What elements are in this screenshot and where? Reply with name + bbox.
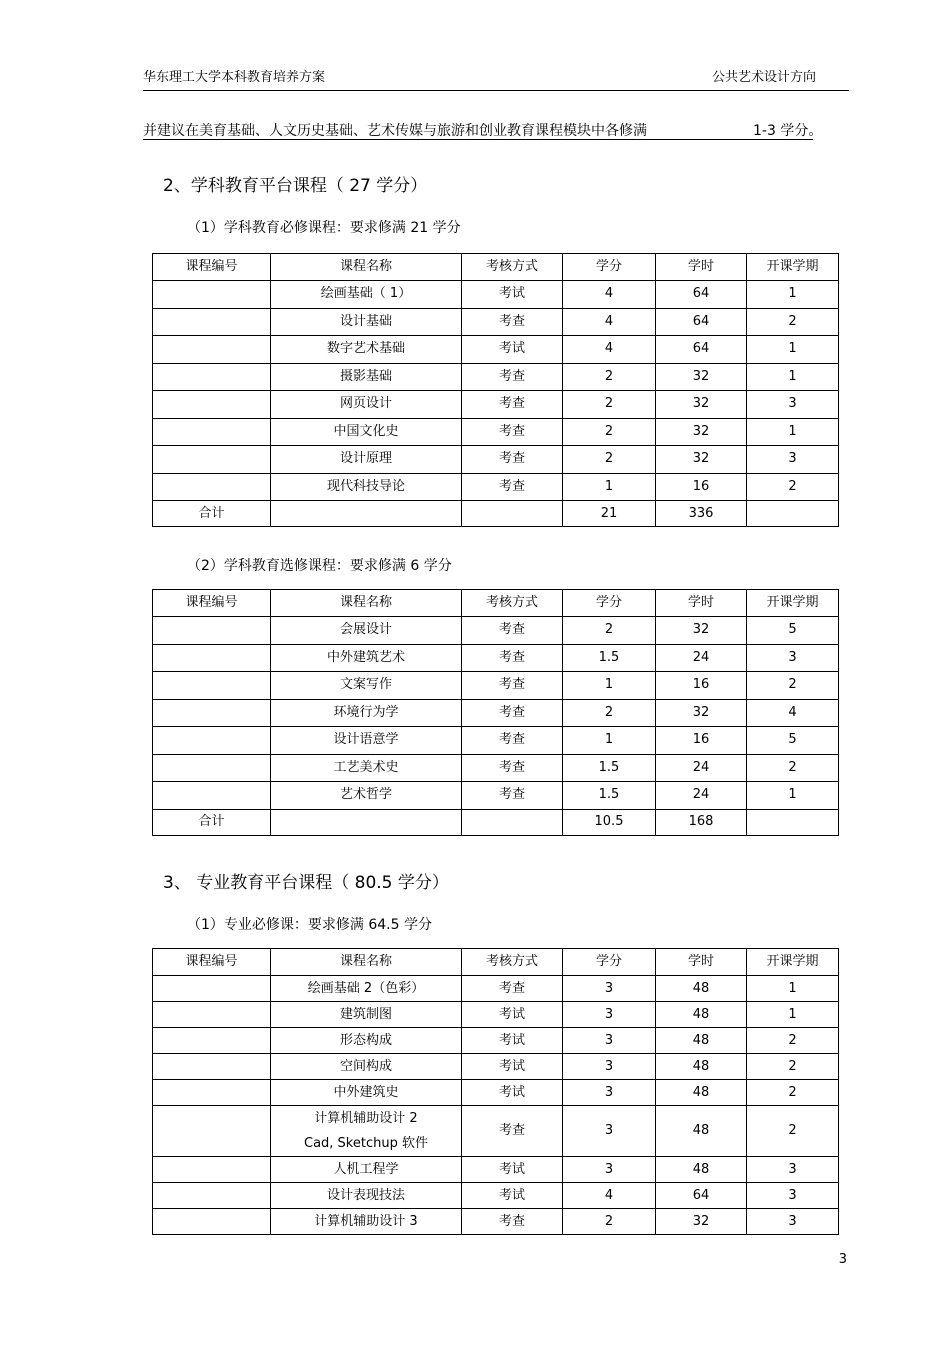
table-cell: 2	[563, 363, 656, 391]
table-cell: 10.5	[563, 809, 656, 835]
table-row	[153, 1028, 839, 1054]
table-row	[153, 976, 839, 1002]
table-cell	[271, 501, 462, 527]
table-cell: 4	[563, 1183, 656, 1209]
table-row	[153, 1002, 839, 1028]
table-cell: 绘画基础（ 1）	[271, 281, 462, 309]
table-cell: 摄影基础	[271, 363, 462, 391]
column-header: 考核方式	[462, 949, 563, 976]
table-required-courses	[152, 253, 839, 527]
header-rule	[143, 90, 849, 91]
table-cell	[153, 446, 271, 474]
table-cell: 24	[656, 644, 747, 672]
table-cell: 1	[563, 672, 656, 700]
table-cell	[153, 727, 271, 755]
table-cell: 数字艺术基础	[271, 336, 462, 364]
table-cell	[153, 644, 271, 672]
table-row	[153, 1106, 839, 1157]
column-header: 开课学期	[747, 590, 839, 617]
column-header: 开课学期	[747, 949, 839, 976]
table-cell: 2	[747, 308, 839, 336]
table-cell: 2	[563, 418, 656, 446]
column-header: 课程名称	[271, 590, 462, 617]
table-cell: 网页设计	[271, 391, 462, 419]
table-cell: 考查	[462, 782, 563, 810]
table-cell: 考查	[462, 672, 563, 700]
section2-sub2-title: （2）学科教育选修课程：要求修满 6 学分	[187, 558, 452, 574]
column-header: 学时	[656, 254, 747, 281]
table-cell: 64	[656, 1183, 747, 1209]
table-row	[153, 363, 839, 391]
table-cell: 考查	[462, 446, 563, 474]
table-cell: 4	[563, 308, 656, 336]
table-row	[153, 782, 839, 810]
intro-text: 并建议在美育基础、人文历史基础、艺术传媒与旅游和创业教育课程模块中各修满	[143, 123, 647, 139]
table-cell: 会展设计	[271, 617, 462, 645]
table-cell: 168	[656, 809, 747, 835]
intro-paragraph	[143, 120, 823, 140]
table-cell: 环境行为学	[271, 699, 462, 727]
table-cell: 32	[656, 446, 747, 474]
table-cell: 考试	[462, 1157, 563, 1183]
table-cell	[153, 617, 271, 645]
table-cell: 中国文化史	[271, 418, 462, 446]
table-cell: 2	[747, 754, 839, 782]
column-header: 课程编号	[153, 590, 271, 617]
table-row	[153, 446, 839, 474]
column-header: 开课学期	[747, 254, 839, 281]
column-header: 学分	[563, 590, 656, 617]
intro-tail: 1-3 学分。	[753, 123, 823, 139]
section3-sub1-title: （1）专业必修课：要求修满 64.5 学分	[187, 917, 432, 933]
table-cell: 24	[656, 754, 747, 782]
table-cell: 64	[656, 281, 747, 309]
table-row	[153, 617, 839, 645]
table-cell: 计算机辅助设计 3	[271, 1209, 462, 1235]
table-cell: 32	[656, 617, 747, 645]
table-cell	[747, 501, 839, 527]
table-cell	[153, 363, 271, 391]
table-cell: 336	[656, 501, 747, 527]
table-cell: 考查	[462, 391, 563, 419]
table-cell: 绘画基础 2（色彩）	[271, 976, 462, 1002]
table-cell: 考查	[462, 363, 563, 391]
table-cell: 48	[656, 1080, 747, 1106]
table-cell: 4	[563, 281, 656, 309]
table-cell: 1	[747, 336, 839, 364]
table-cell: 48	[656, 1157, 747, 1183]
table-row	[153, 1054, 839, 1080]
table-cell: 3	[747, 391, 839, 419]
table-cell: 艺术哲学	[271, 782, 462, 810]
table-cell: 3	[563, 1080, 656, 1106]
table-row	[153, 1157, 839, 1183]
section2-sub1-title: （1）学科教育必修课程：要求修满 21 学分	[187, 220, 461, 236]
table-cell	[153, 1028, 271, 1054]
table-elective-courses	[152, 589, 839, 836]
column-header: 学分	[563, 949, 656, 976]
table-total-row	[153, 501, 839, 527]
table-cell: 48	[656, 1106, 747, 1157]
table-cell: 考试	[462, 1054, 563, 1080]
table-cell	[153, 672, 271, 700]
table-cell: 考查	[462, 976, 563, 1002]
column-header: 考核方式	[462, 254, 563, 281]
table-cell: 文案写作	[271, 672, 462, 700]
table-header-row	[153, 949, 839, 976]
table-cell: 考查	[462, 1106, 563, 1157]
table-cell: 3	[563, 976, 656, 1002]
column-header: 课程名称	[271, 254, 462, 281]
table-cell: 计算机辅助设计 2 Cad, Sketchup 软件	[271, 1106, 462, 1157]
table-cell: 考试	[462, 1080, 563, 1106]
table-row	[153, 391, 839, 419]
section3-title: 3、 专业教育平台课程（ 80.5 学分）	[163, 873, 449, 893]
table-cell: 4	[563, 336, 656, 364]
table-cell: 3	[747, 446, 839, 474]
header-left: 华东理工大学本科教育培养方案	[143, 70, 326, 85]
table-row	[153, 1080, 839, 1106]
table-cell: 3	[563, 1106, 656, 1157]
table-cell: 1	[747, 1002, 839, 1028]
table-cell: 1	[747, 418, 839, 446]
table-cell	[153, 308, 271, 336]
table-cell	[153, 1080, 271, 1106]
table-cell: 考查	[462, 699, 563, 727]
table-cell	[153, 782, 271, 810]
table-cell: 48	[656, 1002, 747, 1028]
table-cell: 建筑制图	[271, 1002, 462, 1028]
table-cell: 2	[747, 1106, 839, 1157]
table-cell: 考查	[462, 473, 563, 501]
column-header: 课程编号	[153, 949, 271, 976]
table-cell	[271, 809, 462, 835]
table-cell: 现代科技导论	[271, 473, 462, 501]
table-cell: 空间构成	[271, 1054, 462, 1080]
table-row	[153, 1209, 839, 1235]
page-number: 3	[838, 1252, 847, 1267]
table-cell	[153, 473, 271, 501]
table-cell: 48	[656, 1054, 747, 1080]
table-cell: 3	[747, 1157, 839, 1183]
table-cell: 3	[563, 1002, 656, 1028]
table-cell: 5	[747, 617, 839, 645]
table-cell: 1	[747, 976, 839, 1002]
table-row	[153, 336, 839, 364]
table-cell: 形态构成	[271, 1028, 462, 1054]
table-cell: 32	[656, 699, 747, 727]
column-header: 课程名称	[271, 949, 462, 976]
table-cell: 32	[656, 363, 747, 391]
table-cell	[747, 809, 839, 835]
table-cell: 2	[747, 1080, 839, 1106]
column-header: 学时	[656, 590, 747, 617]
table-header-row	[153, 590, 839, 617]
table-cell: 16	[656, 473, 747, 501]
table-row	[153, 281, 839, 309]
table-cell: 设计表现技法	[271, 1183, 462, 1209]
table-cell: 2	[747, 672, 839, 700]
table-cell: 32	[656, 418, 747, 446]
table-cell: 中外建筑艺术	[271, 644, 462, 672]
table-cell: 1.5	[563, 644, 656, 672]
table-cell	[153, 1054, 271, 1080]
table-row	[153, 727, 839, 755]
table-cell: 32	[656, 391, 747, 419]
table-cell: 设计基础	[271, 308, 462, 336]
table-cell: 16	[656, 672, 747, 700]
table-cell	[153, 1209, 271, 1235]
table-cell	[153, 754, 271, 782]
table-cell: 考查	[462, 308, 563, 336]
table-cell: 考查	[462, 418, 563, 446]
table-cell: 1	[747, 363, 839, 391]
table-cell: 考试	[462, 336, 563, 364]
table-row	[153, 473, 839, 501]
table-cell: 3	[563, 1028, 656, 1054]
table-cell: 2	[563, 391, 656, 419]
table-cell: 16	[656, 727, 747, 755]
table-cell	[153, 976, 271, 1002]
table-cell: 4	[747, 699, 839, 727]
table-cell: 考查	[462, 754, 563, 782]
table-cell	[462, 501, 563, 527]
table-cell: 考试	[462, 1028, 563, 1054]
table-cell: 3	[747, 644, 839, 672]
table-cell: 1.5	[563, 754, 656, 782]
table-total-row	[153, 809, 839, 835]
table-cell: 3	[747, 1183, 839, 1209]
table-cell: 64	[656, 336, 747, 364]
table-cell: 2	[747, 1028, 839, 1054]
table-cell: 24	[656, 782, 747, 810]
table-row	[153, 644, 839, 672]
table-cell: 1	[747, 281, 839, 309]
table-cell: 考查	[462, 1209, 563, 1235]
table-cell: 设计原理	[271, 446, 462, 474]
table-cell: 3	[563, 1054, 656, 1080]
table-cell: 考试	[462, 1002, 563, 1028]
table-cell: 合计	[153, 809, 271, 835]
intro-underline	[143, 139, 813, 140]
table-cell: 人机工程学	[271, 1157, 462, 1183]
table-cell: 1	[563, 473, 656, 501]
table-cell: 考试	[462, 1183, 563, 1209]
table-cell: 48	[656, 976, 747, 1002]
table-cell	[153, 699, 271, 727]
table-cell: 合计	[153, 501, 271, 527]
table-cell	[153, 1106, 271, 1157]
table-cell: 2	[563, 699, 656, 727]
table-cell: 1.5	[563, 782, 656, 810]
table-cell: 设计语意学	[271, 727, 462, 755]
section2-title: 2、学科教育平台课程（ 27 学分）	[163, 176, 428, 196]
table-cell: 2	[563, 1209, 656, 1235]
table-cell: 48	[656, 1028, 747, 1054]
table-row	[153, 1183, 839, 1209]
table-cell: 考查	[462, 617, 563, 645]
table-cell: 考试	[462, 281, 563, 309]
table-cell	[153, 336, 271, 364]
table-cell: 1	[747, 782, 839, 810]
table-cell: 2	[563, 446, 656, 474]
column-header: 学分	[563, 254, 656, 281]
table-row	[153, 672, 839, 700]
table-row	[153, 699, 839, 727]
table-cell: 3	[747, 1209, 839, 1235]
table-cell: 考查	[462, 727, 563, 755]
table-cell: 2	[563, 617, 656, 645]
table-row	[153, 308, 839, 336]
table-cell: 工艺美术史	[271, 754, 462, 782]
table-cell: 21	[563, 501, 656, 527]
table-cell: 考查	[462, 644, 563, 672]
table-cell: 64	[656, 308, 747, 336]
table-cell: 中外建筑史	[271, 1080, 462, 1106]
column-header: 考核方式	[462, 590, 563, 617]
table-cell: 2	[747, 1054, 839, 1080]
table-cell	[153, 418, 271, 446]
table-cell: 5	[747, 727, 839, 755]
table-cell	[153, 1157, 271, 1183]
column-header: 学时	[656, 949, 747, 976]
table-cell	[153, 1183, 271, 1209]
table-cell	[462, 809, 563, 835]
table-cell: 1	[563, 727, 656, 755]
table-cell	[153, 1002, 271, 1028]
table-cell	[153, 281, 271, 309]
table-row	[153, 754, 839, 782]
header-right: 公共艺术设计方向	[711, 70, 816, 85]
table-cell: 2	[747, 473, 839, 501]
table-row	[153, 418, 839, 446]
table-cell: 32	[656, 1209, 747, 1235]
table-header-row	[153, 254, 839, 281]
column-header: 课程编号	[153, 254, 271, 281]
table-cell	[153, 391, 271, 419]
table-major-required-courses	[152, 948, 839, 1235]
table-cell: 3	[563, 1157, 656, 1183]
